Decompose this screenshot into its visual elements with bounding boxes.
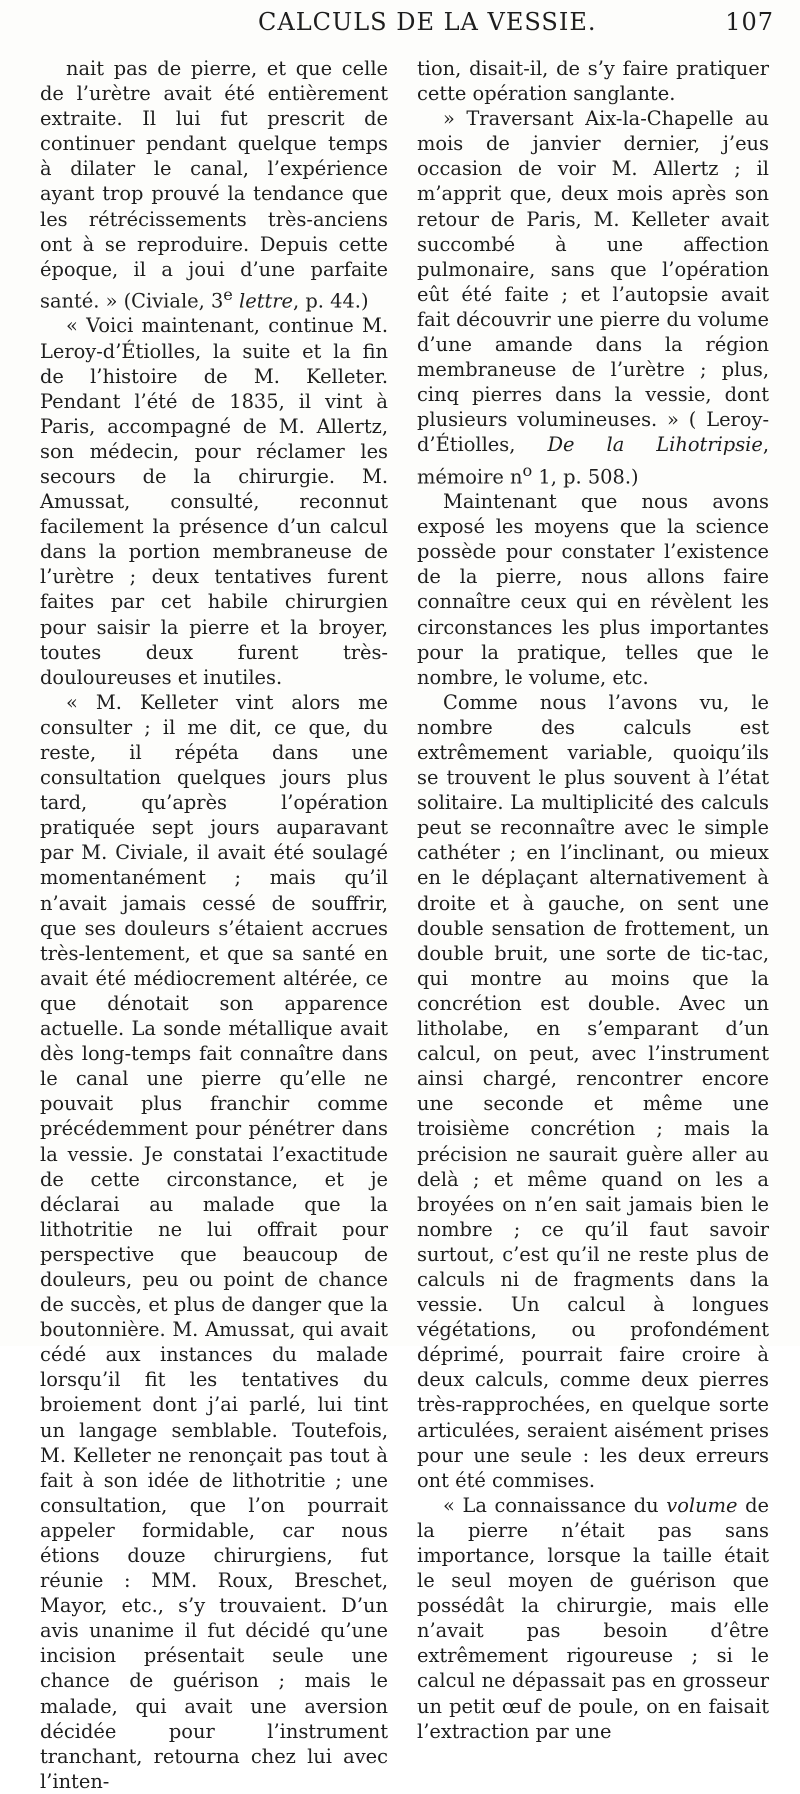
- emphasis: volume: [666, 1493, 738, 1517]
- running-title: CALCULS DE LA VESSIE.: [258, 8, 597, 36]
- left-column: [40, 56, 388, 1794]
- citation-title: lettre: [239, 289, 294, 313]
- paragraph: « La connaissance du volume de la pierre n’était pas sans importance, lorsque la taille était le seul moyen de guérison que possédât la chirurgie, mais elle n’avait pas besoin d’être extrêmement rigoureuse ; si le calcul ne dépassait pas en grosseur un petit œuf de poule, on en faisait l’extraction par une: [417, 1493, 769, 1743]
- right-column: [417, 56, 769, 1744]
- paragraph: Maintenant que nous avons exposé les moyens que la science possède pour constater l’existence de la pierre, nous allons faire connaître ceux qui en révèlent les circonstances les plus importantes pour la pratique, telles que le nombre, le volume, etc.: [417, 490, 769, 689]
- running-head: [0, 8, 800, 42]
- paragraph: « M. Kelleter vint alors me consulter ; il me dit, ce que, du reste, il répéta dans une consultation quelques jours plus tard, qu’après l’opération pratiquée sept jours auparavant par M. Civiale, il avait été soulagé momentanément ; mais qu’il n’avait jamais cessé de souffrir, que ses douleurs s’étaient accrues très-lentement, et que sa santé en avait été médiocrement altérée, ce que dénotait son apparence actuelle. La sonde métallique avait dès long-temps fait connaître dans le canal une pierre qu’elle ne pouvait plus franchir comme précédemment pour pénétrer dans la vessie. Je constatai l’exactitude de cette circonstance, et je déclarai au malade que la lithotritie ne lui offrait pour perspective que beaucoup de douleurs, peu ou point de chance de succès, et plus de danger que la boutonnière. M. Amussat, qui avait cédé aux instances du malade lorsqu’il fit les tentatives du broiement dont j’ai parlé, lui tint un langage semblable. Toutefois, M. Kelleter ne renonçait pas tout à fait à son idée de lithotritie ; une consultation, que l’on pourrait appeler formidable, car nous étions douze chirurgiens, fut réunie : MM. Roux, Breschet, Mayor, etc., s’y trouvaient. D’un avis unanime il fut décidé qu’une incision présentait seule une chance de guérison ; mais le malade, qui avait une aversion décidée pour l’instrument tranchant, retourna chez lui avec l’inten-: [40, 690, 388, 1793]
- paragraph: Comme nous l’avons vu, le nombre des calculs est extrêmement variable, quoiqu’ils se trouvent le plus souvent à l’état solitaire. La multiplicité des calculs peut se reconnaître avec le simple cathéter ; en l’inclinant, ou mieux en le déplaçant alternativement à droite et à gauche, on sent une double sensation de frottement, un double bruit, une sorte de tic-tac, qui montre au moins que la concrétion est double. Avec un litholabe, en s’emparant d’un calcul, on peut, avec l’instrument ainsi chargé, rencontrer encore une seconde et même une troisième concrétion ; mais la précision ne saurait guère aller au delà ; et même quand on les a broyées on n’en sait jamais bien le nombre ; ce qu’il faut savoir surtout, c’est qu’il ne reste plus de calculs ni de fragments dans la vessie. Un calcul à longues végétations, ou profondément déprimé, pourrait faire croire à deux calculs, comme deux pierres très-rapprochées, en quelque sorte articulées, seraient aisément prises pour une seule : les deux erreurs ont été commises.: [417, 690, 769, 1492]
- paragraph: « Voici maintenant, continue M. Leroy-d’Étiolles, la suite et la fin de l’histoire de M. Kelleter. Pendant l’été de 1835, il vint à Paris, accompagné de M. Allertz, son médecin, pour réclamer les secours de la chirurgie. M. Amussat, consulté, reconnut facilement la présence d’un calcul dans la portion membraneuse de l’urètre ; deux tentatives furent faites par cet habile chirurgien pour saisir la pierre et la broyer, toutes deux furent très-douloureuses et inutiles.: [40, 314, 388, 689]
- citation-title: De la Lihotripsie: [547, 433, 763, 457]
- paragraph: nait pas de pierre, et que celle de l’urètre avait été entièrement extraite. Il lui fut prescrit de continuer pendant quelque temps à dilater le canal, l’expérience ayant trop prouvé la tendance que les rétrécissements très-anciens ont à se reproduire. Depuis cette époque, il a joui d’une parfaite santé. » (Civiale, 3e lettre, p. 44.): [40, 57, 388, 313]
- page-number: 107: [725, 8, 774, 36]
- paragraph-continuation: tion, disait-il, de s’y faire pratiquer cette opération sanglante.: [417, 57, 769, 106]
- paragraph: » Traversant Aix-la-Chapelle au mois de janvier dernier, j’eus occasion de voir M. Allertz ; il m’apprit que, deux mois après son retour de Paris, M. Kelleter avait succombé à une affection pulmonaire, sans que l’opération eût été faite ; et l’autopsie avait fait découvrir une pierre du volume d’une amande dans la région membraneuse de l’urètre ; plus, cinq pierres dans la vessie, dont plusieurs volumineuses. » ( Leroy-d’Étiolles, De la Lihotripsie, mémoire $n^o$ 1, p. 508.): [417, 107, 770, 488]
